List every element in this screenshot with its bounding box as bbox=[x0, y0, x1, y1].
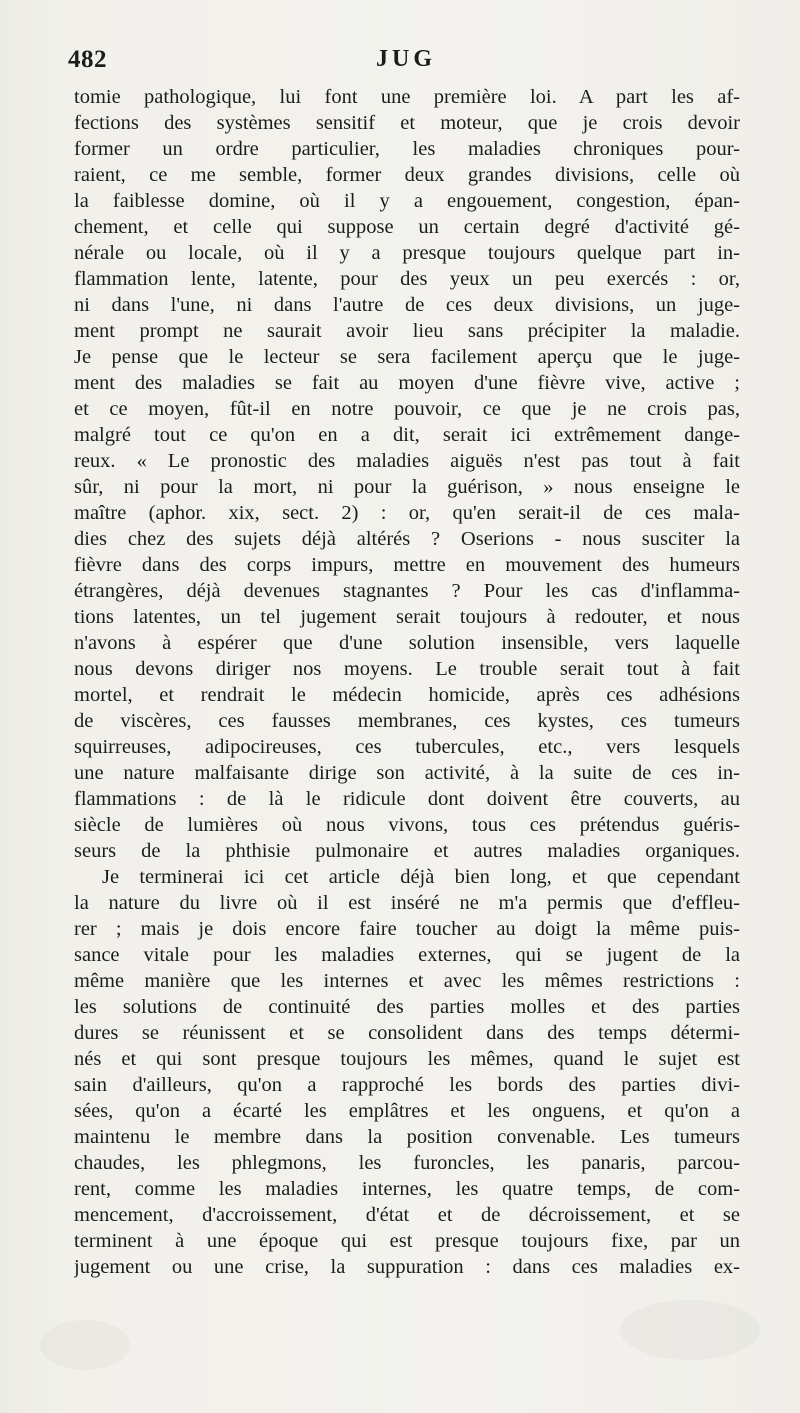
text-line: n'avons à espérer que d'une solution insensible, vers laquelle bbox=[74, 632, 740, 654]
text-line: les solutions de continuité des parties molles et des parties bbox=[74, 996, 740, 1018]
text-line: malgré tout ce qu'on en a dit, serait ici extrêmement dange- bbox=[74, 424, 740, 446]
text-line: mortel, et rendrait le médecin homicide, après ces adhésions bbox=[74, 684, 740, 706]
text-line: et ce moyen, fût-il en notre pouvoir, ce que je ne crois pas, bbox=[74, 398, 740, 420]
text-line: Je terminerai ici cet article déjà bien long, et que cependant bbox=[102, 866, 740, 888]
text-line: ni dans l'une, ni dans l'autre de ces deux divisions, un juge- bbox=[74, 294, 740, 316]
text-line: sées, qu'on a écarté les emplâtres et les onguens, et qu'on a bbox=[74, 1100, 740, 1122]
text-line: flammation lente, latente, pour des yeux un peu exercés : or, bbox=[74, 268, 740, 290]
text-line: ment des maladies se fait au moyen d'une fièvre vive, active ; bbox=[74, 372, 740, 394]
running-head: JUG bbox=[376, 46, 436, 72]
text-line: tomie pathologique, lui font une première loi. A part les af- bbox=[74, 86, 740, 108]
text-line: chement, et celle qui suppose un certain degré d'activité gé- bbox=[74, 216, 740, 238]
text-line: seurs de la phthisie pulmonaire et autres maladies organiques. bbox=[74, 840, 740, 862]
text-line: siècle de lumières où nous vivons, tous ces prétendus guéris- bbox=[74, 814, 740, 836]
page-header bbox=[68, 44, 744, 80]
text-line: sûr, ni pour la mort, ni pour la guérison, » nous enseigne le bbox=[74, 476, 740, 498]
text-line: flammations : de là le ridicule dont doivent être couverts, au bbox=[74, 788, 740, 810]
text-line: squirreuses, adipocireuses, ces tubercules, etc., vers lesquels bbox=[74, 736, 740, 758]
paragraph bbox=[74, 84, 740, 864]
text-line: sance vitale pour les maladies externes, qui se jugent de la bbox=[74, 944, 740, 966]
text-line: Je pense que le lecteur se sera facilement aperçu que le juge- bbox=[74, 346, 740, 368]
text-line: maintenu le membre dans la position convenable. Les tumeurs bbox=[74, 1126, 740, 1148]
paper-stain bbox=[40, 1320, 130, 1370]
text-line: mencement, d'accroissement, d'état et de décroissement, et se bbox=[74, 1204, 740, 1226]
text-line: fections des systèmes sensitif et moteur, que je crois devoir bbox=[74, 112, 740, 134]
text-line: reux. « Le pronostic des maladies aiguës n'est pas tout à fait bbox=[74, 450, 740, 472]
text-line: dures se réunissent et se consolident dans des temps détermi- bbox=[74, 1022, 740, 1044]
text-line: chaudes, les phlegmons, les furoncles, les panaris, parcou- bbox=[74, 1152, 740, 1174]
text-line: sain d'ailleurs, qu'on a rapproché les bords des parties divi- bbox=[74, 1074, 740, 1096]
text-line: rer ; mais je dois encore faire toucher au doigt la même puis- bbox=[74, 918, 740, 940]
text-line: la nature du livre où il est inséré ne m'a permis que d'effleu- bbox=[74, 892, 740, 914]
text-line: terminent à une époque qui est presque toujours fixe, par un bbox=[74, 1230, 740, 1252]
text-line: nés et qui sont presque toujours les mêmes, quand le sujet est bbox=[74, 1048, 740, 1070]
text-line: nous devons diriger nos moyens. Le trouble serait tout à fait bbox=[74, 658, 740, 680]
paragraph bbox=[74, 864, 740, 1280]
paper-stain bbox=[620, 1300, 760, 1360]
text-line: la faiblesse domine, où il y a engouement, congestion, épan- bbox=[74, 190, 740, 212]
text-line: étrangères, déjà devenues stagnantes ? Pour les cas d'inflamma- bbox=[74, 580, 740, 602]
text-line: nérale ou locale, où il y a presque toujours quelque part in- bbox=[74, 242, 740, 264]
text-line: une nature malfaisante dirige son activité, à la suite de ces in- bbox=[74, 762, 740, 784]
text-line: ment prompt ne saurait avoir lieu sans précipiter la maladie. bbox=[74, 320, 740, 342]
text-line: jugement ou une crise, la suppuration : dans ces maladies ex- bbox=[74, 1256, 740, 1278]
page-number: 482 bbox=[68, 46, 107, 73]
text-line: former un ordre particulier, les maladies chroniques pour- bbox=[74, 138, 740, 160]
body-text bbox=[74, 84, 740, 1280]
text-line: rent, comme les maladies internes, les quatre temps, de com- bbox=[74, 1178, 740, 1200]
text-line: dies chez des sujets déjà altérés ? Oserions - nous susciter la bbox=[74, 528, 740, 550]
text-line: de viscères, ces fausses membranes, ces kystes, ces tumeurs bbox=[74, 710, 740, 732]
text-line: fièvre dans des corps impurs, mettre en mouvement des humeurs bbox=[74, 554, 740, 576]
text-line: raient, ce me semble, former deux grandes divisions, celle où bbox=[74, 164, 740, 186]
text-line: même manière que les internes et avec les mêmes restrictions : bbox=[74, 970, 740, 992]
text-line: maître (aphor. xix, sect. 2) : or, qu'en serait-il de ces mala- bbox=[74, 502, 740, 524]
text-line: tions latentes, un tel jugement serait toujours à redouter, et nous bbox=[74, 606, 740, 628]
